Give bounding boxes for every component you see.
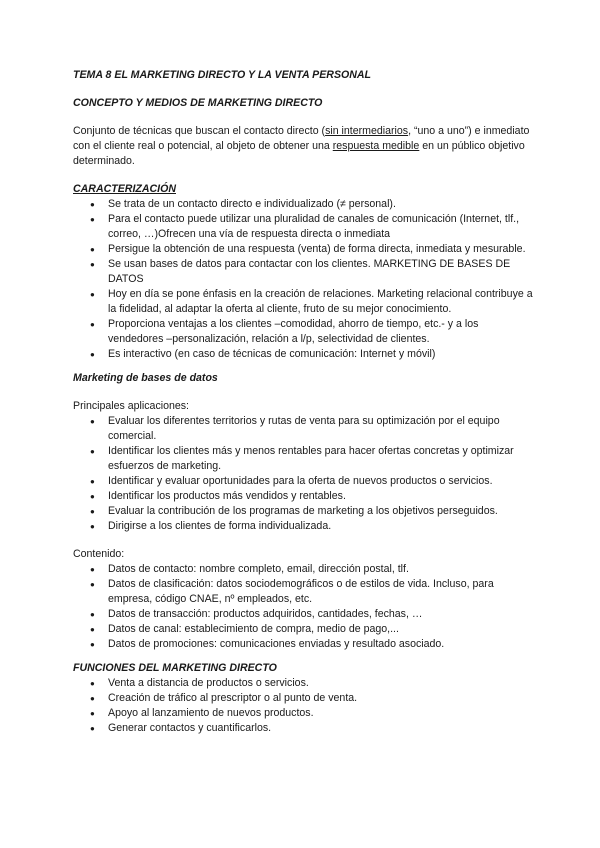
intro-text-3: en un público objetivo determinado. — [73, 140, 525, 167]
document-title: TEMA 8 EL MARKETING DIRECTO Y LA VENTA PERSONAL — [73, 69, 372, 81]
funciones-list — [73, 676, 533, 736]
section-heading-funciones: FUNCIONES DEL MARKETING DIRECTO — [73, 662, 277, 674]
list-item: ● Se trata de un contacto directo e individualizado (≠ personal). — [108, 197, 533, 212]
aplicaciones-list — [73, 414, 533, 534]
list-item: ● Evaluar la contribución de los programas de marketing a los objetivos perseguidos. — [108, 504, 533, 519]
list-item: ● Identificar los clientes más y menos rentables para hacer ofertas concretas y optimizar esfuerzos de marketing. — [108, 444, 533, 474]
list-item: ● Identificar y evaluar oportunidades para la oferta de nuevos productos o servicios. — [108, 474, 533, 489]
list-item: ● Es interactivo (en caso de técnicas de comunicación: Internet y móvil) — [108, 347, 533, 362]
section-heading-concepto: CONCEPTO Y MEDIOS DE MARKETING DIRECTO — [73, 97, 323, 109]
intro-text-2: , “uno a uno”) e inmediato con el cliente real o potencial, al objeto de obtener una — [73, 125, 530, 152]
list-item: ● Hoy en día se pone énfasis en la creación de relaciones. Marketing relacional contribuye a la fidelidad, al adaptar la oferta al cliente, fruto de su mejor conocimiento. — [108, 287, 533, 317]
list-item: ● Persigue la obtención de una respuesta (venta) de forma directa, inmediata y mesurable. — [108, 242, 533, 257]
contenido-label: Contenido: — [73, 548, 125, 560]
list-item: ● Venta a distancia de productos o servicios. — [108, 676, 533, 691]
intro-text-1: Conjunto de técnicas que buscan el contacto directo ( — [73, 125, 326, 137]
list-item: ● Evaluar los diferentes territorios y rutas de venta para su optimización por el equipo comercial. — [108, 414, 533, 444]
list-item: ● Creación de tráfico al prescriptor o al punto de venta. — [108, 691, 533, 706]
list-item: ● Se usan bases de datos para contactar con los clientes. MARKETING DE BASES DE DATOS — [108, 257, 533, 287]
caracterizacion-list — [73, 197, 533, 362]
list-item: ● Para el contacto puede utilizar una pluralidad de canales de comunicación (Internet, tlf., correo, …)Ofrecen una vía de respuesta directa o inmediata — [108, 212, 533, 242]
list-item: ● Datos de clasificación: datos sociodemográficos o de estilos de vida. Incluso, para empresa, código CNAE, nº empleados, etc. — [108, 577, 533, 607]
list-item: ● Proporciona ventajas a los clientes –comodidad, ahorro de tiempo, etc.- y a los vendedores –personalización, relación a l/p, selectividad de clientes. — [108, 317, 533, 347]
list-item: ● Dirigirse a los clientes de forma individualizada. — [108, 519, 533, 534]
section-heading-caracterizacion: CARACTERIZACIÓN — [73, 183, 176, 195]
intro-paragraph — [73, 124, 533, 169]
list-item: ● Datos de promociones: comunicaciones enviadas y resultado asociado. — [108, 637, 533, 652]
section-heading-marketing-bd: Marketing de bases de datos — [73, 372, 218, 384]
document-page — [73, 68, 533, 736]
contenido-list — [73, 562, 533, 652]
aplicaciones-label: Principales aplicaciones: — [73, 400, 190, 412]
list-item: ● Generar contactos y cuantificarlos. — [108, 721, 533, 736]
list-item: ● Apoyo al lanzamiento de nuevos productos. — [108, 706, 533, 721]
list-item: ● Datos de canal: establecimiento de compra, medio de pago,... — [108, 622, 533, 637]
intro-underlined-2: respuesta medible — [332, 140, 420, 152]
intro-underlined-1: sin intermediarios — [325, 125, 409, 137]
list-item: ● Identificar los productos más vendidos y rentables. — [108, 489, 533, 504]
list-item: ● Datos de transacción: productos adquiridos, cantidades, fechas, … — [108, 607, 533, 622]
list-item: ● Datos de contacto: nombre completo, email, dirección postal, tlf. — [108, 562, 533, 577]
